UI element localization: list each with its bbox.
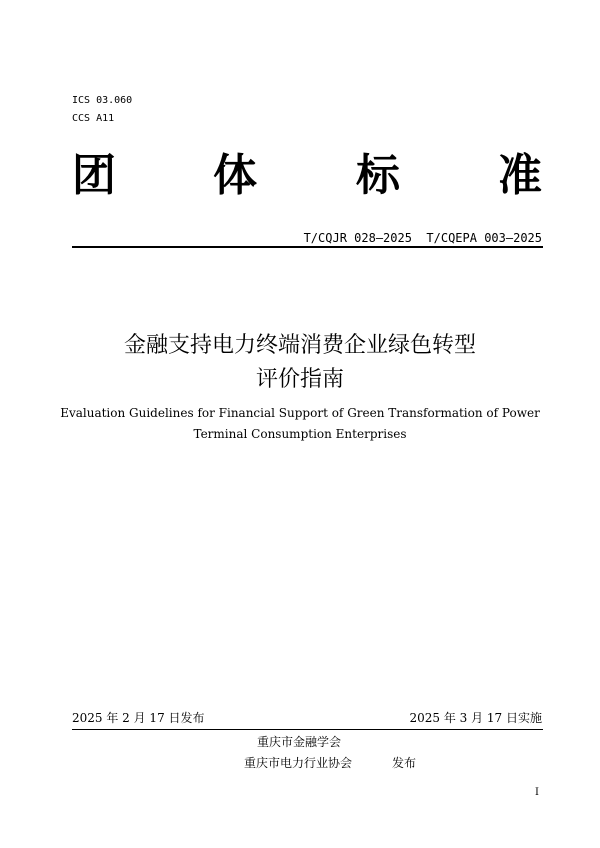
standard-numbers: T/CQJR 028—2025 T/CQEPA 003—2025 xyxy=(303,231,542,245)
issuing-org-1: 重庆市金融学会 xyxy=(257,735,342,749)
bottom-divider xyxy=(72,729,543,730)
ics-code: ICS 03.060 xyxy=(72,95,133,106)
english-title-line-2: Terminal Consumption Enterprises xyxy=(193,427,407,441)
effective-date: 2025 年 3 月 17 日实施 xyxy=(409,711,542,725)
english-title xyxy=(0,403,600,445)
chinese-title-line-2: 评价指南 xyxy=(255,367,344,392)
publish-date: 2025 年 2 月 17 日发布 xyxy=(72,711,205,725)
issue-label: 发布 xyxy=(392,756,417,770)
doc-type-char-2: 体 xyxy=(213,150,257,201)
doc-type-char-1: 团 xyxy=(72,150,116,201)
english-title-line-1: Evaluation Guidelines for Financial Support of Green Transformation of Power xyxy=(60,406,540,420)
chinese-title-line-1: 金融支持电力终端消费企业绿色转型 xyxy=(123,333,476,358)
chinese-title xyxy=(0,329,600,397)
doc-type-char-3: 标 xyxy=(356,150,400,201)
page-number: I xyxy=(535,787,539,798)
ccs-code: CCS A11 xyxy=(72,113,115,124)
issuing-org-2: 重庆市电力行业协会 xyxy=(244,756,353,770)
top-divider xyxy=(72,246,543,248)
doc-type-char-4: 准 xyxy=(498,150,542,201)
